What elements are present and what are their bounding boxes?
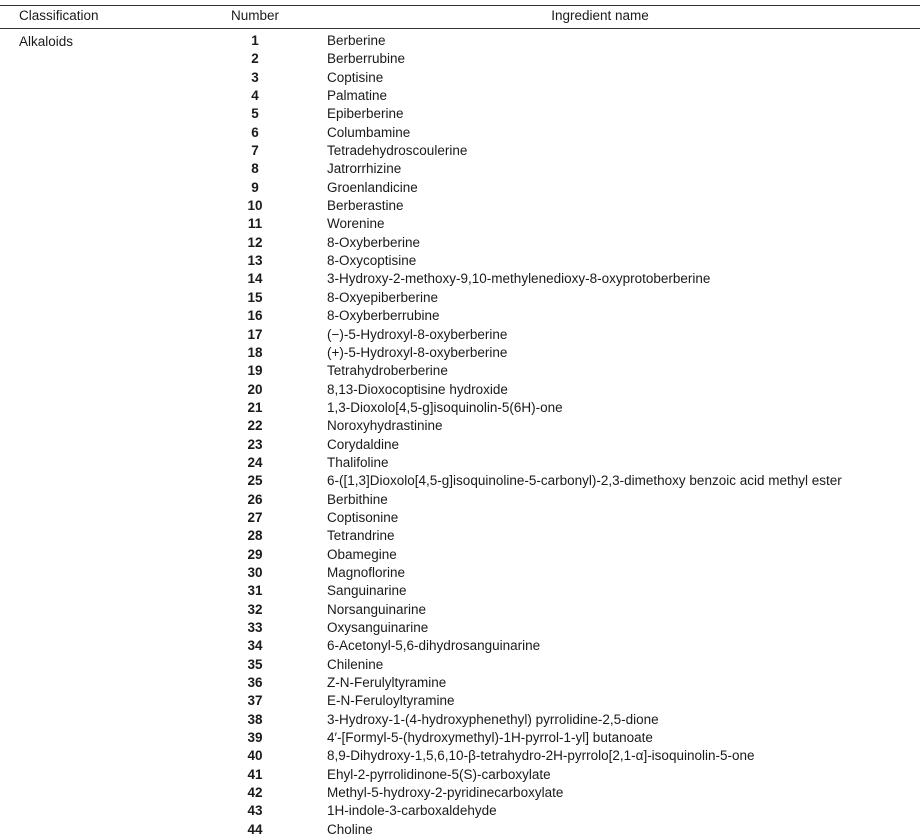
row-ingredient-name: Berbithine	[327, 491, 388, 507]
table-row	[0, 289, 920, 307]
table-row	[0, 252, 920, 270]
table-body	[0, 32, 920, 839]
table-row	[0, 821, 920, 839]
table-row	[0, 142, 920, 160]
row-ingredient-name: 8-Oxycoptisine	[327, 253, 417, 269]
row-number: 5	[251, 106, 259, 122]
table-row	[0, 32, 920, 50]
table-row	[0, 692, 920, 710]
row-number: 37	[247, 693, 263, 709]
row-number: 17	[247, 326, 263, 342]
row-number: 24	[247, 454, 263, 470]
row-number: 9	[251, 179, 259, 195]
row-ingredient-name: 8-Oxyberberine	[327, 234, 421, 250]
table-row	[0, 381, 920, 399]
table-row	[0, 472, 920, 490]
row-ingredient-name: Z-N-Ferulyltyramine	[327, 675, 447, 691]
table-row	[0, 637, 920, 655]
row-number: 43	[247, 803, 263, 819]
row-number: 11	[247, 216, 263, 232]
table-row	[0, 197, 920, 215]
row-ingredient-name: Tetradehydroscoulerine	[327, 143, 468, 159]
table-row	[0, 87, 920, 105]
table-row	[0, 105, 920, 123]
table-row	[0, 50, 920, 68]
table-row	[0, 491, 920, 509]
row-number: 44	[247, 821, 263, 837]
row-ingredient-name: Obamegine	[327, 546, 397, 562]
row-number: 8	[251, 161, 259, 177]
row-number: 31	[247, 583, 263, 599]
table-row	[0, 564, 920, 582]
table-row	[0, 674, 920, 692]
row-ingredient-name: Tetrahydroberberine	[327, 363, 448, 379]
row-ingredient-name: (−)-5-Hydroxyl-8-oxyberberine	[327, 326, 508, 342]
table-row	[0, 326, 920, 344]
row-ingredient-name: Coptisonine	[327, 509, 399, 525]
row-number: 22	[247, 418, 263, 434]
table-row	[0, 362, 920, 380]
row-number: 15	[247, 289, 263, 305]
row-number: 12	[247, 234, 263, 250]
table-row	[0, 729, 920, 747]
row-ingredient-name: Columbamine	[327, 124, 411, 140]
table-row	[0, 124, 920, 142]
row-ingredient-name: Epiberberine	[327, 106, 404, 122]
table-row	[0, 784, 920, 802]
row-number: 23	[247, 436, 263, 452]
table-row	[0, 399, 920, 417]
table-row	[0, 234, 920, 252]
row-number: 2	[251, 51, 259, 67]
row-number: 26	[247, 491, 263, 507]
row-ingredient-name: 8-Oxyepiberberine	[327, 289, 439, 305]
top-rule	[0, 5, 920, 6]
row-number: 28	[247, 528, 263, 544]
row-number: 35	[247, 656, 263, 672]
row-ingredient-name: Berberastine	[327, 198, 404, 214]
table-row	[0, 601, 920, 619]
table-row	[0, 417, 920, 435]
row-ingredient-name: 1H-indole-3-carboxaldehyde	[327, 803, 497, 819]
table-row	[0, 215, 920, 233]
row-ingredient-name: Magnoflorine	[327, 564, 406, 580]
row-number: 20	[247, 381, 263, 397]
row-number: 4	[251, 88, 259, 104]
row-ingredient-name: Corydaldine	[327, 436, 400, 452]
row-number: 39	[247, 730, 263, 746]
table-row	[0, 546, 920, 564]
row-ingredient-name: 8,13-Dioxocoptisine hydroxide	[327, 381, 508, 397]
row-number: 21	[247, 399, 263, 415]
row-ingredient-name: Sanguinarine	[327, 583, 407, 599]
row-ingredient-name: Methyl-5-hydroxy-2-pyridinecarboxylate	[327, 785, 564, 801]
table-row	[0, 270, 920, 288]
row-ingredient-name: (+)-5-Hydroxyl-8-oxyberberine	[327, 344, 508, 360]
row-number: 3	[251, 69, 259, 85]
row-number: 19	[247, 363, 263, 379]
table-row	[0, 436, 920, 454]
row-ingredient-name: Groenlandicine	[327, 179, 418, 195]
row-ingredient-name: 8,9-Dihydroxy-1,5,6,10-β-tetrahydro-2H-pyrrolo[2,1-α]-isoquinolin-5-one	[327, 748, 755, 764]
table-row	[0, 747, 920, 765]
row-ingredient-name: 3-Hydroxy-2-methoxy-9,10-methylenedioxy-8-oxyprotoberberine	[327, 271, 711, 287]
header-number: Number	[230, 8, 279, 23]
table-row	[0, 619, 920, 637]
row-ingredient-name: 8-Oxyberberrubine	[327, 308, 440, 324]
row-number: 41	[247, 766, 263, 782]
row-ingredient-name: Worenine	[327, 216, 385, 232]
header-classification: Classification	[19, 8, 99, 23]
row-ingredient-name: Jatrorrhizine	[327, 161, 402, 177]
row-number: 33	[247, 620, 263, 635]
row-ingredient-name: Palmatine	[327, 88, 388, 104]
table-row	[0, 307, 920, 325]
row-number: 16	[247, 308, 263, 324]
row-ingredient-name: Chilenine	[327, 656, 384, 672]
table-row	[0, 344, 920, 362]
row-ingredient-name: Ehyl-2-pyrrolidinone-5(S)-carboxylate	[327, 766, 551, 782]
row-ingredient-name: Thalifoline	[327, 454, 389, 470]
row-number: 14	[247, 271, 263, 287]
row-ingredient-name: Tetrandrine	[327, 528, 395, 544]
row-number: 42	[247, 785, 263, 801]
table-row	[0, 160, 920, 178]
row-ingredient-name: 3-Hydroxy-1-(4-hydroxyphenethyl) pyrrolidine-2,5-dione	[327, 711, 659, 727]
row-number: 40	[247, 748, 263, 764]
row-ingredient-name: Norsanguinarine	[327, 601, 427, 617]
table-row	[0, 454, 920, 472]
row-number: 13	[247, 253, 263, 269]
row-number: 34	[247, 638, 263, 654]
row-number: 29	[247, 546, 263, 562]
header-rule	[0, 28, 920, 29]
row-ingredient-name: 6-Acetonyl-5,6-dihydrosanguinarine	[327, 638, 541, 654]
table-row	[0, 802, 920, 820]
row-ingredient-name: E-N-Feruloyltyramine	[327, 693, 455, 709]
row-number: 25	[247, 473, 263, 489]
row-ingredient-name: 4′-[Formyl-5-(hydroxymethyl)-1H-pyrrol-1-yl] butanoate	[327, 730, 653, 746]
row-ingredient-name: 1,3-Dioxolo[4,5-g]isoquinolin-5(6H)-one	[327, 399, 563, 415]
row-number: 38	[247, 711, 263, 727]
table-row	[0, 656, 920, 674]
table-row	[0, 582, 920, 600]
row-number: 32	[247, 601, 263, 617]
row-ingredient-name: Choline	[327, 821, 373, 837]
row-number: 36	[247, 675, 263, 691]
row-ingredient-name: Berberrubine	[327, 51, 406, 67]
row-number: 10	[247, 198, 263, 214]
table-row	[0, 69, 920, 87]
table-row	[0, 527, 920, 545]
row-number: 18	[247, 344, 263, 360]
table-row	[0, 509, 920, 527]
row-ingredient-name: Berberine	[327, 33, 386, 48]
row-ingredient-name: Oxysanguinarine	[327, 620, 429, 635]
row-number: 6	[251, 124, 259, 140]
table-row	[0, 711, 920, 729]
row-ingredient-name: Noroxyhydrastinine	[327, 418, 443, 434]
classification-group: Alkaloids	[19, 34, 74, 49]
row-number: 27	[247, 509, 263, 525]
row-ingredient-name: Coptisine	[327, 69, 384, 85]
header-ingredient-name: Ingredient name	[551, 8, 649, 23]
row-number: 30	[247, 564, 263, 580]
row-number: 1	[251, 33, 259, 48]
table-row	[0, 766, 920, 784]
row-number: 7	[251, 143, 259, 159]
table-row	[0, 179, 920, 197]
row-ingredient-name: 6-([1,3]Dioxolo[4,5-g]isoquinoline-5-carbonyl)-2,3-dimethoxy benzoic acid methyl ester	[327, 473, 842, 489]
table-header	[0, 8, 920, 26]
